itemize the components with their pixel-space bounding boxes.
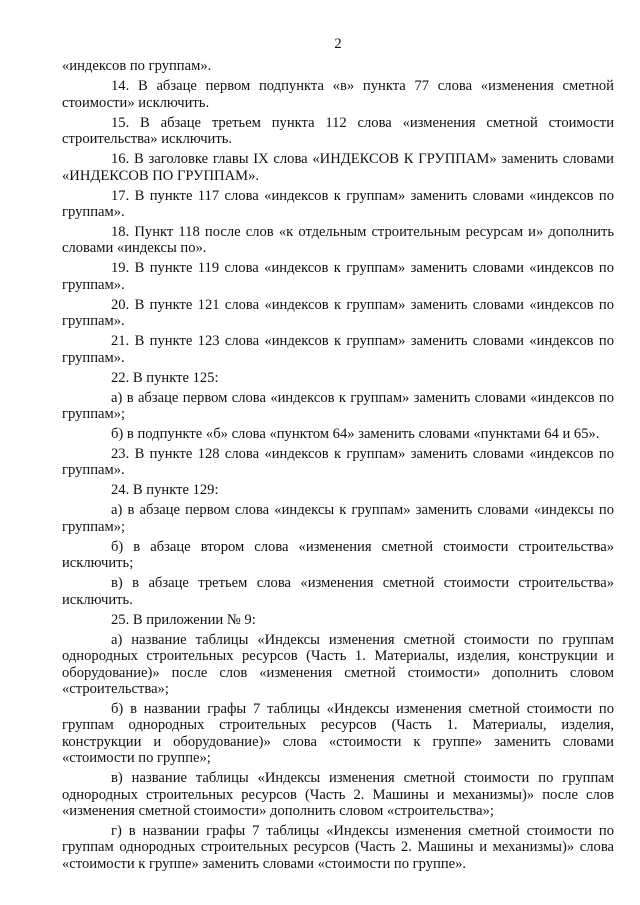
paragraph: а) в абзаце первом слова «индексов к группам» заменить словами «индексов по группам»; <box>62 389 614 423</box>
paragraph: 22. В пункте 125: <box>111 369 219 386</box>
paragraph: 17. В пункте 117 слова «индексов к группам» заменить словами «индексов по группам». <box>62 187 614 221</box>
paragraph: 18. Пункт 118 после слов «к отдельным строительным ресурсам и» дополнить словами «индексы по». <box>62 224 614 257</box>
paragraph: б) в абзаце втором слова «изменения сметной стоимости строительства» исключить; <box>62 538 614 572</box>
paragraph: в) название таблицы «Индексы изменения сметной стоимости по группам однородных строительных ресурсов (Часть 2. Машины и механизмы)» после слов «изменения сметной стоимости» дополнить словом «строительства»; <box>62 770 614 819</box>
paragraph: «индексов по группам». <box>62 58 212 75</box>
paragraph: в) в абзаце третьем слова «изменения сметной стоимости строительства» исключить. <box>62 575 614 608</box>
paragraph: 23. В пункте 128 слова «индексов к группам» заменить словами «индексов по группам». <box>62 446 614 479</box>
document-page <box>62 36 614 876</box>
paragraph: 20. В пункте 121 слова «индексов к группам» заменить словами «индексов по группам». <box>62 296 614 330</box>
paragraph: 14. В абзаце первом подпункта «в» пункта 77 слова «изменения сметной стоимости» исключить. <box>62 78 614 111</box>
paragraph: 21. В пункте 123 слова «индексов к группам» заменить словами «индексов по группам». <box>62 333 614 366</box>
paragraph: 24. В пункте 129: <box>111 482 219 499</box>
paragraph: 25. В приложении № 9: <box>111 611 256 628</box>
paragraph: б) в подпункте «б» слова «пунктом 64» заменить словами «пунктами 64 и 65». <box>111 426 600 443</box>
paragraph-list <box>62 58 614 872</box>
paragraph: 15. В абзаце третьем пункта 112 слова «изменения сметной стоимости строительства» исключить. <box>62 114 614 148</box>
paragraph: 19. В пункте 119 слова «индексов к группам» заменить словами «индексов по группам». <box>62 260 614 293</box>
paragraph: а) название таблицы «Индексы изменения сметной стоимости по группам однородных строительных ресурсов (Часть 1. Материалы, изделия, конструкции и оборудование)» после слов «изменения сметной стоимости» дополнить словом «строительства»; <box>62 631 614 697</box>
page-number: 2 <box>334 36 342 52</box>
paragraph: а) в абзаце первом слова «индексы к группам» заменить словами «индексы по группам»; <box>62 502 614 535</box>
paragraph: 16. В заголовке главы IX слова «ИНДЕКСОВ К ГРУППАМ» заменить словами «ИНДЕКСОВ ПО ГРУППАМ». <box>62 151 614 184</box>
paragraph: г) в названии графы 7 таблицы «Индексы изменения сметной стоимости по группам однородных строительных ресурсов (Часть 2. Машины и механизмы)» слова «стоимости к группе» заменить словами «стоимости по группе». <box>62 822 614 872</box>
paragraph: б) в названии графы 7 таблицы «Индексы изменения сметной стоимости по группам однородных строительных ресурсов (Часть 1. Материалы, изделия, конструкции и оборудование)» слова «стоимости к группе» заменить словами «стоимости по группе»; <box>62 700 614 767</box>
